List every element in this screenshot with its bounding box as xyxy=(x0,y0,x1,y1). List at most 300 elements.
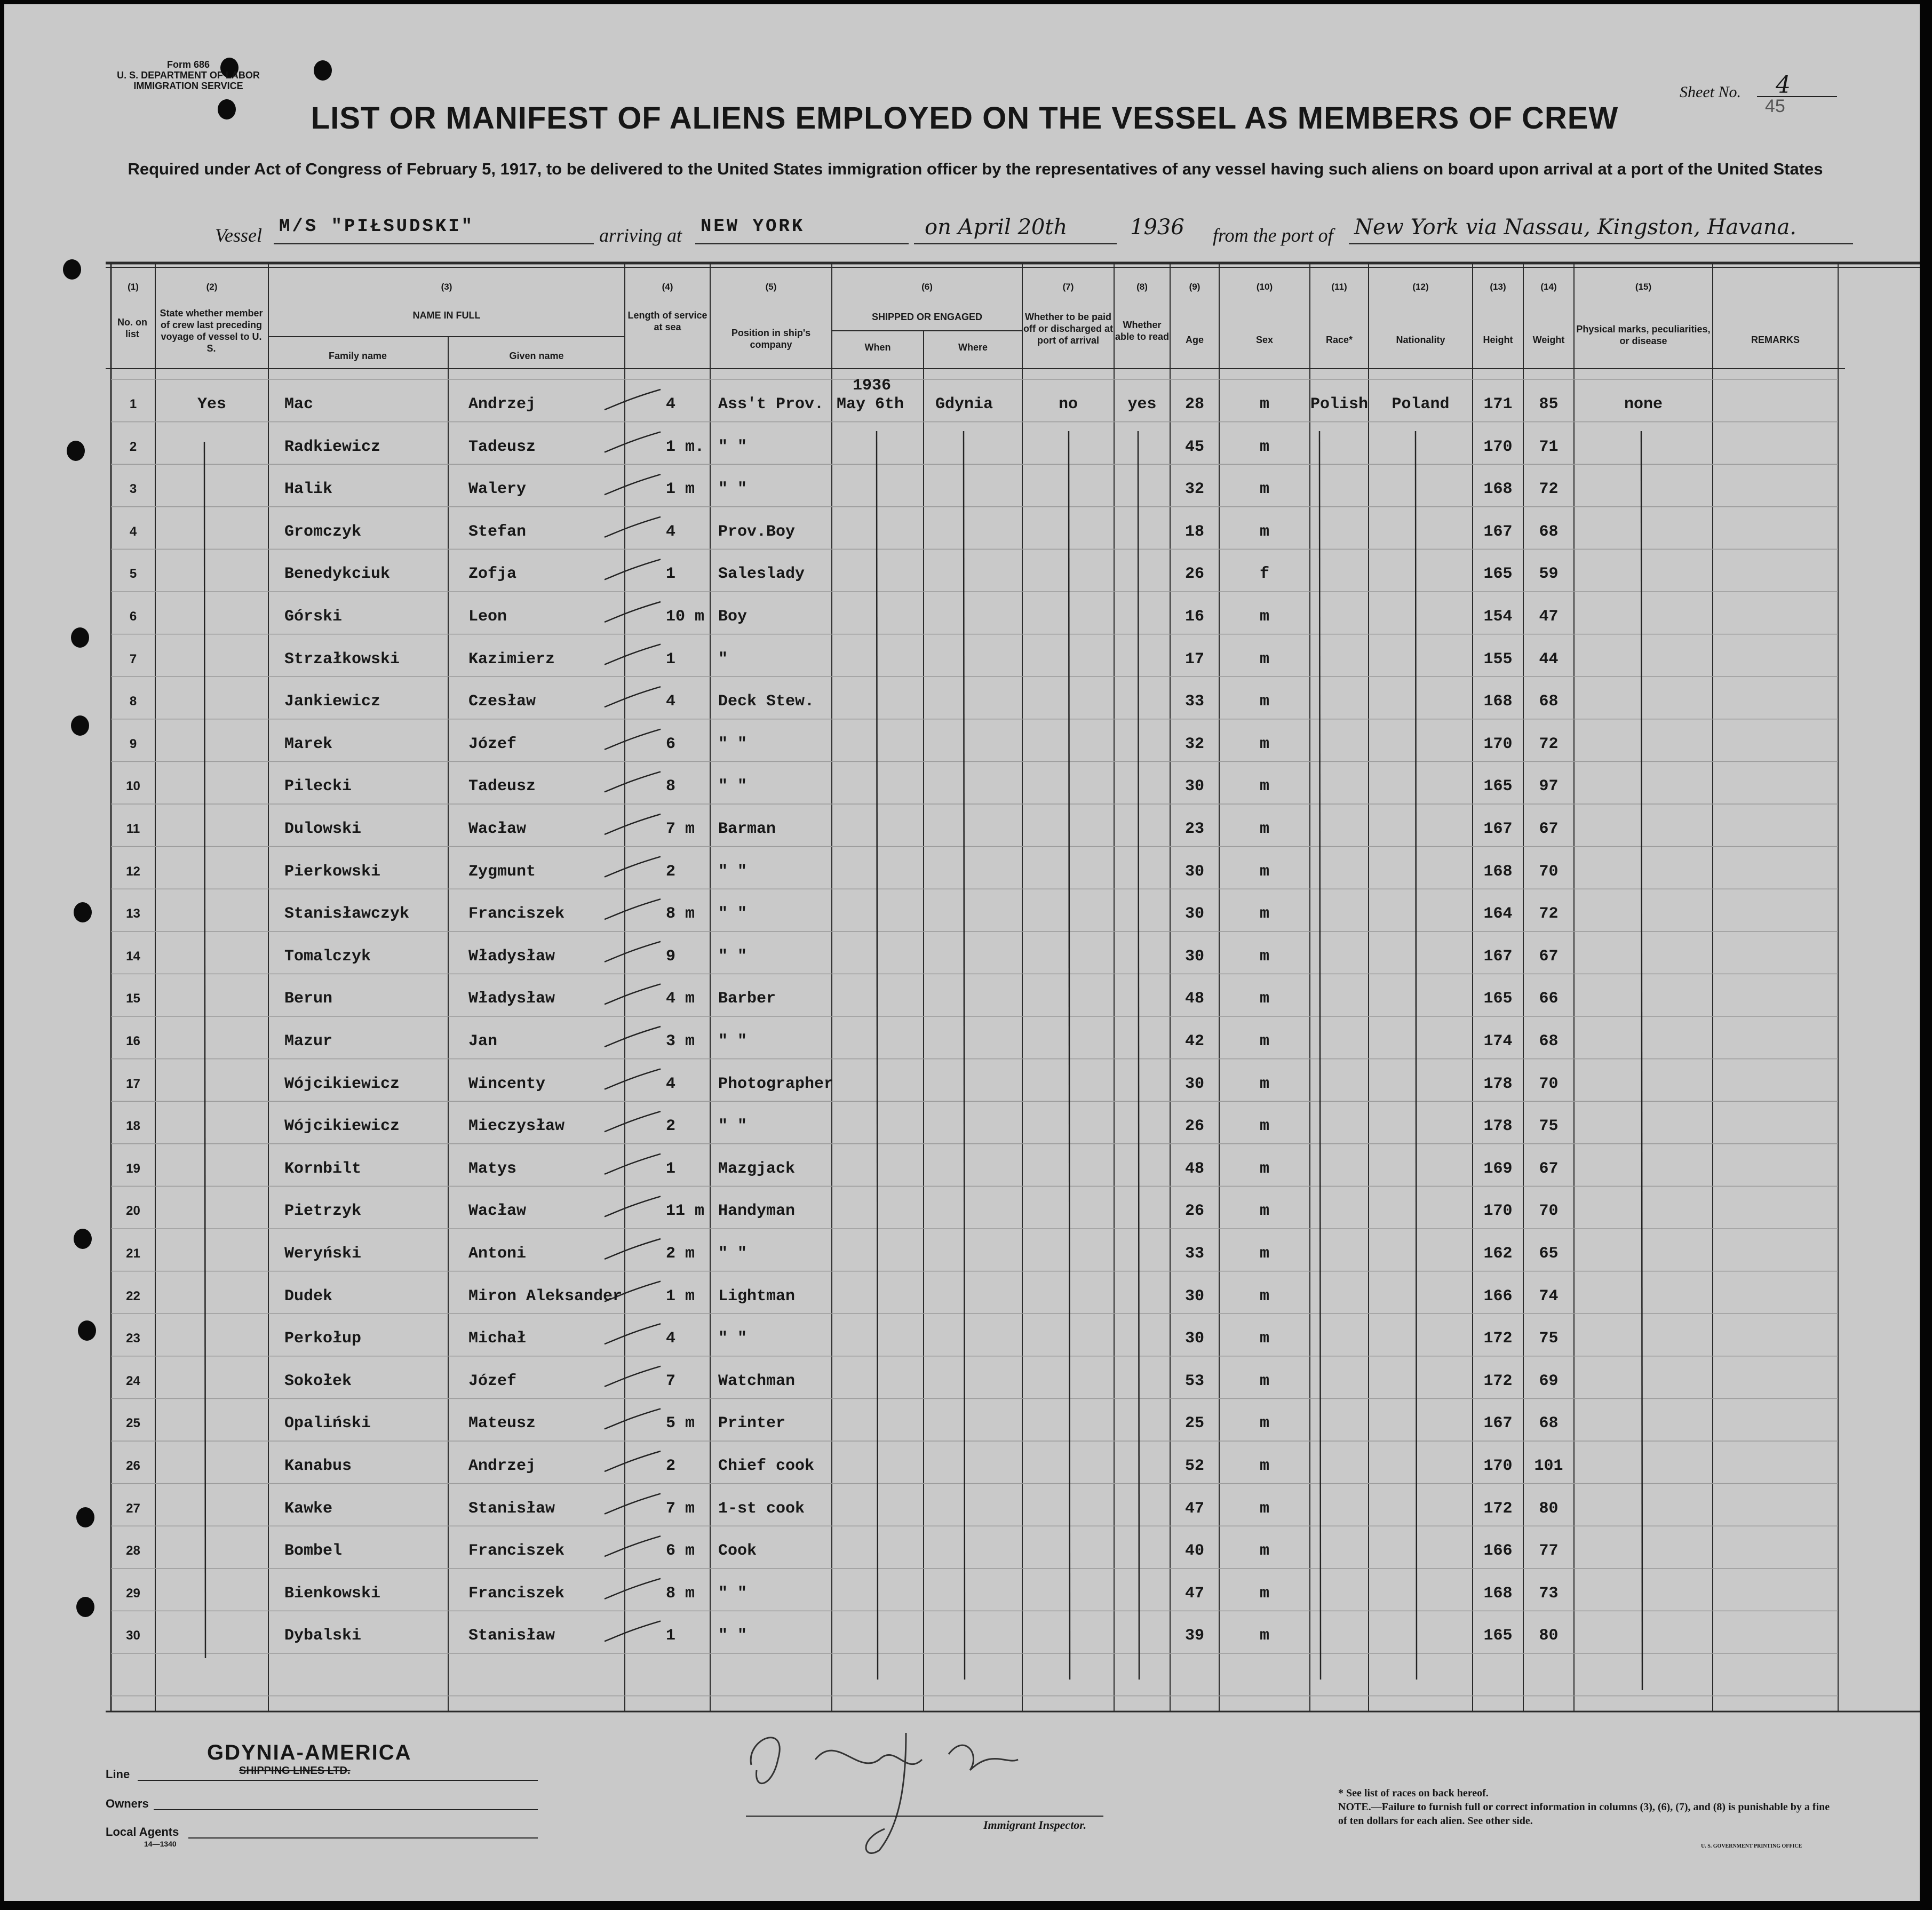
column-number: (11) xyxy=(1331,282,1347,292)
cell-age: 18 xyxy=(1184,522,1204,541)
cell-family: Wójcikiewicz xyxy=(284,1117,400,1136)
cell-given: Andrzej xyxy=(468,1457,536,1475)
check-mark xyxy=(605,942,661,962)
arrival-year: 1936 xyxy=(1130,215,1184,240)
cell-family: Berun xyxy=(284,990,333,1008)
cell-given: Franciszek xyxy=(468,1542,565,1561)
cell-no: 27 xyxy=(126,1501,140,1516)
cell-no: 10 xyxy=(126,779,140,794)
cell-sex: m xyxy=(1259,1117,1269,1136)
header-name-in-full: NAME IN FULL xyxy=(412,310,481,321)
cell-age: 30 xyxy=(1184,905,1204,924)
cell-family: Perkołup xyxy=(284,1330,362,1348)
column-number: (14) xyxy=(1540,282,1557,292)
cell-sex: m xyxy=(1259,1627,1269,1645)
cell-age: 23 xyxy=(1184,820,1204,838)
check-mark xyxy=(605,771,661,792)
cell-no: 2 xyxy=(129,439,137,454)
cell-no: 11 xyxy=(126,822,140,836)
column-number: (6) xyxy=(921,282,933,292)
cell-position: " " xyxy=(718,1117,748,1136)
cell-family: Pierkowski xyxy=(284,862,381,881)
cell-sex: m xyxy=(1259,1032,1269,1050)
cell-family: Dulowski xyxy=(284,820,362,838)
cell-height: 165 xyxy=(1483,565,1513,584)
agents-underline xyxy=(188,1837,538,1839)
penalty-note: NOTE.—Failure to furnish full or correct information in columns (3), (6), (7), and (8) is punishable by a fine of ten dollars for each alien. See other side. xyxy=(1338,1801,1830,1827)
cell-sex: m xyxy=(1259,862,1269,881)
cell-position: " " xyxy=(718,947,748,966)
cell-age: 17 xyxy=(1184,650,1204,668)
cell-weight: 68 xyxy=(1539,1414,1559,1433)
check-mark xyxy=(605,1366,661,1387)
cell-age: 30 xyxy=(1184,777,1204,796)
cell-position: " " xyxy=(718,1330,748,1348)
cell-length: 3 m xyxy=(666,1032,695,1050)
column-number: (12) xyxy=(1412,282,1429,292)
cell-given: Kazimierz xyxy=(468,650,555,668)
cell-position: Chief cook xyxy=(718,1457,815,1475)
cell-weight: 66 xyxy=(1539,990,1559,1008)
cell-given: Andrzej xyxy=(468,395,536,413)
race-note: * See list of races on back hereof. xyxy=(1338,1787,1489,1799)
cell-family: Opaliński xyxy=(284,1414,371,1433)
cell-weight: 101 xyxy=(1534,1457,1563,1475)
cell-family: Jankiewicz xyxy=(284,693,381,711)
check-mark xyxy=(605,1239,661,1259)
cell-age: 32 xyxy=(1184,480,1204,499)
cell-given: Miron Aleksander xyxy=(468,1287,623,1306)
cell-no: 23 xyxy=(126,1331,140,1346)
cell-sex: m xyxy=(1259,735,1269,753)
cell-given: Władysław xyxy=(468,990,555,1008)
cell-given: Tadeusz xyxy=(468,437,536,456)
cell-weight: 70 xyxy=(1539,1075,1559,1093)
cell-given: Matys xyxy=(468,1159,517,1178)
cell-height: 168 xyxy=(1483,693,1513,711)
cell-no: 7 xyxy=(129,651,137,666)
ditto-line xyxy=(964,431,965,1680)
cell-height: 168 xyxy=(1483,1584,1513,1603)
cell-length: 2 m xyxy=(666,1245,695,1263)
check-mark xyxy=(605,474,661,495)
cell-weight: 72 xyxy=(1539,480,1559,499)
cell-age: 53 xyxy=(1184,1372,1204,1390)
cell-family: Kornbilt xyxy=(284,1159,362,1178)
cell-given: Walery xyxy=(468,480,527,499)
check-mark xyxy=(605,1324,661,1344)
cell-length: 2 xyxy=(666,1457,676,1475)
cell-age: 30 xyxy=(1184,1287,1204,1306)
cell-position: Watchman xyxy=(718,1372,796,1390)
cell-no: 26 xyxy=(126,1459,140,1473)
page-title: LIST OR MANIFEST OF ALIENS EMPLOYED ON THE VESSEL AS MEMBERS OF CREW xyxy=(311,101,1619,136)
cell-sex: m xyxy=(1259,947,1269,966)
header-height: Height xyxy=(1483,335,1513,345)
cell-height: 171 xyxy=(1483,395,1513,413)
header-family-name: Family name xyxy=(328,351,387,361)
cell-weight: 47 xyxy=(1539,608,1559,626)
cell-no: 4 xyxy=(129,524,137,539)
cell-sex: m xyxy=(1259,1202,1269,1221)
check-mark xyxy=(605,602,661,622)
cell-age: 26 xyxy=(1184,1202,1204,1221)
cell-position: Cook xyxy=(718,1542,757,1561)
cell-height: 165 xyxy=(1483,777,1513,796)
department: U. S. DEPARTMENT OF LABOR xyxy=(117,70,260,81)
check-mark xyxy=(605,517,661,537)
check-mark xyxy=(605,1579,661,1599)
cell-weight: 75 xyxy=(1539,1117,1559,1136)
cell-family: Sokołek xyxy=(284,1372,352,1390)
cell-sex: m xyxy=(1259,650,1269,668)
column-number: (15) xyxy=(1635,282,1652,292)
cell-sex: m xyxy=(1259,1330,1269,1348)
cell-length: 1 m. xyxy=(666,437,705,456)
printer-mark: U. S. GOVERNMENT PRINTING OFFICE xyxy=(1701,1843,1802,1849)
check-mark xyxy=(605,1069,661,1089)
check-mark xyxy=(605,729,661,750)
cell-age: 25 xyxy=(1184,1414,1204,1433)
cell-weight: 75 xyxy=(1539,1330,1559,1348)
cell-no: 13 xyxy=(126,906,140,921)
cell-family: Dudek xyxy=(284,1287,333,1306)
vessel-name: M/S "PIŁSUDSKI" xyxy=(279,217,475,237)
cell-height: 154 xyxy=(1483,608,1513,626)
cell-given: Wacław xyxy=(468,820,527,838)
cell-family: Wójcikiewicz xyxy=(284,1075,400,1093)
cell-weight: 68 xyxy=(1539,1032,1559,1050)
cell-prev: Yes xyxy=(197,395,226,413)
cell-weight: 73 xyxy=(1539,1584,1559,1603)
cell-position: " " xyxy=(718,735,748,753)
cell-height: 167 xyxy=(1483,1414,1513,1433)
header-no: No. on list xyxy=(117,317,147,339)
cell-length: 4 m xyxy=(666,990,695,1008)
check-mark xyxy=(605,1026,661,1047)
column-number: (7) xyxy=(1062,282,1074,292)
cell-sex: m xyxy=(1259,1245,1269,1263)
cell-height: 178 xyxy=(1483,1117,1513,1136)
cell-weight: 80 xyxy=(1539,1627,1559,1645)
cell-height: 165 xyxy=(1483,990,1513,1008)
header-when: When xyxy=(864,342,891,353)
check-mark xyxy=(605,857,661,877)
cell-height: 162 xyxy=(1483,1245,1513,1263)
header-length-service: Length of service at sea xyxy=(627,310,707,332)
cell-age: 39 xyxy=(1184,1627,1204,1645)
cell-sex: m xyxy=(1259,608,1269,626)
header-sex: Sex xyxy=(1255,335,1274,345)
cell-position: " " xyxy=(718,905,748,924)
cell-weight: 74 xyxy=(1539,1287,1559,1306)
cell-given: Franciszek xyxy=(468,1584,565,1603)
cell-length: 1 xyxy=(666,1159,676,1178)
cell-position: Saleslady xyxy=(718,565,805,584)
sheet-stamp: 45 xyxy=(1765,96,1785,116)
cell-given: Wacław xyxy=(468,1202,527,1221)
check-mark xyxy=(605,1451,661,1471)
cell-height: 170 xyxy=(1483,437,1513,456)
column-number: (13) xyxy=(1490,282,1506,292)
cell-weight: 67 xyxy=(1539,947,1559,966)
cell-age: 33 xyxy=(1184,1245,1204,1263)
cell-weight: 59 xyxy=(1539,565,1559,584)
cell-age: 40 xyxy=(1184,1542,1204,1561)
check-mark xyxy=(605,1494,661,1514)
cell-no: 12 xyxy=(126,864,140,879)
cell-no: 30 xyxy=(126,1628,140,1643)
cell-position: Photographer xyxy=(718,1075,834,1093)
cell-sex: m xyxy=(1259,777,1269,796)
cell-given: Mateusz xyxy=(468,1414,536,1433)
cell-length: 4 xyxy=(666,522,676,541)
cell-weight: 65 xyxy=(1539,1245,1559,1263)
sheet-number: 4 xyxy=(1776,71,1791,99)
cell-height: 165 xyxy=(1483,1627,1513,1645)
cell-length: 5 m xyxy=(666,1414,695,1433)
header-paid-off: Whether to be paid off or discharged at port of arrival xyxy=(1023,312,1114,346)
cell-no: 5 xyxy=(129,567,137,582)
cell-position: " " xyxy=(718,437,748,456)
agents-label: Local Agents xyxy=(106,1825,179,1839)
cell-age: 45 xyxy=(1184,437,1204,456)
cell-length: 6 m xyxy=(666,1542,695,1561)
cell-family: Dybalski xyxy=(284,1627,362,1645)
cell-length: 8 m xyxy=(666,1584,695,1603)
cell-sex: m xyxy=(1259,905,1269,924)
cell-sex: m xyxy=(1259,1542,1269,1561)
owners-label: Owners xyxy=(106,1797,149,1810)
ditto-line xyxy=(877,431,878,1680)
cell-given: Franciszek xyxy=(468,905,565,924)
cell-length: 4 xyxy=(666,395,676,413)
cell-weight: 67 xyxy=(1539,820,1559,838)
column-number: (2) xyxy=(206,282,218,292)
cell-family: Benedykciuk xyxy=(284,565,391,584)
cell-sex: m xyxy=(1259,1584,1269,1603)
cell-given: Michał xyxy=(468,1330,527,1348)
check-mark xyxy=(605,814,661,834)
cell-given: Stanisław xyxy=(468,1499,555,1518)
cell-age: 42 xyxy=(1184,1032,1204,1050)
header-able-read: Whether able to read xyxy=(1115,320,1170,342)
column-number: (3) xyxy=(441,282,452,292)
cell-height: 166 xyxy=(1483,1287,1513,1306)
column-number: (1) xyxy=(128,282,139,292)
cell-given: Zygmunt xyxy=(468,862,536,881)
check-mark xyxy=(605,1111,661,1132)
cell-no: 8 xyxy=(129,694,137,709)
cell-given: Stanisław xyxy=(468,1627,555,1645)
cell-given: Władysław xyxy=(468,947,555,966)
line-label: Line xyxy=(106,1768,130,1781)
cell-family: Marek xyxy=(284,735,333,753)
cell-given: Mieczysław xyxy=(468,1117,565,1136)
cell-nationality: Poland xyxy=(1392,395,1450,413)
cell-sex: m xyxy=(1259,693,1269,711)
cell-length: 1 xyxy=(666,1627,676,1645)
cell-sex: m xyxy=(1259,1159,1269,1178)
cell-family: Górski xyxy=(284,608,343,626)
ditto-line xyxy=(1319,431,1321,1680)
cell-height: 164 xyxy=(1483,905,1513,924)
cell-length: 7 m xyxy=(666,820,695,838)
column-number: (5) xyxy=(765,282,777,292)
cell-sex: m xyxy=(1259,395,1269,413)
cell-given: Tadeusz xyxy=(468,777,536,796)
cell-length: 1 m xyxy=(666,480,695,499)
cell-age: 47 xyxy=(1184,1584,1204,1603)
sheet-label: Sheet No. xyxy=(1680,83,1741,101)
cell-given: Czesław xyxy=(468,693,536,711)
header-where: Where xyxy=(958,342,988,353)
cell-position: " " xyxy=(718,777,748,796)
cell-length: 7 xyxy=(666,1372,676,1390)
cell-family: Halik xyxy=(284,480,333,499)
cell-position: " " xyxy=(718,862,748,881)
cell-no: 21 xyxy=(126,1246,140,1261)
check-mark xyxy=(605,389,661,410)
cell-height: 174 xyxy=(1483,1032,1513,1050)
cell-age: 33 xyxy=(1184,693,1204,711)
cell-weight: 70 xyxy=(1539,1202,1559,1221)
cell-position: Deck Stew. xyxy=(718,693,815,711)
cell-family: Bienkowski xyxy=(284,1584,381,1603)
cell-position: Handyman xyxy=(718,1202,796,1221)
check-mark xyxy=(605,644,661,665)
cell-sex: m xyxy=(1259,522,1269,541)
cell-no: 1 xyxy=(129,397,137,411)
cell-no: 28 xyxy=(126,1543,140,1558)
cell-length: 4 xyxy=(666,1075,676,1093)
check-mark xyxy=(605,1621,661,1641)
cell-position: Mazgjack xyxy=(718,1159,796,1178)
cell-paid: no xyxy=(1058,395,1078,413)
check-mark xyxy=(605,1154,661,1174)
ditto-line xyxy=(1641,431,1642,1690)
header-shipped-engaged: SHIPPED OR ENGAGED xyxy=(871,312,983,322)
header-physical: Physical marks, peculiarities, or disease xyxy=(1576,324,1711,346)
cell-weight: 71 xyxy=(1539,437,1559,456)
cell-weight: 69 xyxy=(1539,1372,1559,1390)
vessel-label: Vessel xyxy=(215,225,262,246)
ditto-line xyxy=(1416,431,1417,1680)
cell-family: Stanisławczyk xyxy=(284,905,410,924)
ditto-line xyxy=(1069,431,1070,1680)
cell-no: 14 xyxy=(126,949,140,964)
cell-given: Zofja xyxy=(468,565,517,584)
cell-where: Gdynia xyxy=(935,395,993,413)
cell-position: " " xyxy=(718,1584,748,1603)
cell-weight: 85 xyxy=(1539,395,1559,413)
cell-weight: 97 xyxy=(1539,777,1559,796)
cell-read: yes xyxy=(1127,395,1157,413)
header-weight: Weight xyxy=(1532,335,1565,345)
header-nationality: Nationality xyxy=(1396,335,1445,345)
cell-position: " xyxy=(718,650,728,668)
cell-height: 170 xyxy=(1483,735,1513,753)
cell-no: 22 xyxy=(126,1288,140,1303)
column-number: (8) xyxy=(1136,282,1148,292)
cell-no: 17 xyxy=(126,1076,140,1091)
arrival-date: on April 20th xyxy=(925,215,1068,240)
cell-no: 20 xyxy=(126,1204,140,1219)
service: IMMIGRATION SERVICE xyxy=(133,81,243,91)
cell-age: 32 xyxy=(1184,735,1204,753)
cell-position: " " xyxy=(718,1245,748,1263)
cell-height: 172 xyxy=(1483,1330,1513,1348)
cell-position: Lightman xyxy=(718,1287,796,1306)
cell-no: 3 xyxy=(129,482,137,497)
header-given-name: Given name xyxy=(509,351,564,361)
column-number: (4) xyxy=(662,282,673,292)
cell-sex: m xyxy=(1259,1372,1269,1390)
cell-weight: 77 xyxy=(1539,1542,1559,1561)
cell-length: 1 xyxy=(666,650,676,668)
cell-length: 9 xyxy=(666,947,676,966)
cell-height: 167 xyxy=(1483,820,1513,838)
cell-height: 168 xyxy=(1483,862,1513,881)
cell-height: 167 xyxy=(1483,947,1513,966)
cell-length: 6 xyxy=(666,735,676,753)
column-number: (10) xyxy=(1256,282,1273,292)
company-name: GDYNIA-AMERICA xyxy=(207,1741,412,1764)
cell-position: Barman xyxy=(718,820,776,838)
cell-no: 16 xyxy=(126,1034,140,1048)
cell-position: " " xyxy=(718,1627,748,1645)
cell-age: 30 xyxy=(1184,862,1204,881)
from-port-label: from the port of xyxy=(1213,225,1333,246)
cell-length: 1 m xyxy=(666,1287,695,1306)
from-port: New York via Nassau, Kingston, Havana. xyxy=(1354,215,1797,240)
cell-height: 168 xyxy=(1483,480,1513,499)
cell-height: 155 xyxy=(1483,650,1513,668)
check-mark xyxy=(605,899,661,919)
cell-height: 169 xyxy=(1483,1159,1513,1178)
cell-race: Polish xyxy=(1310,395,1369,413)
cell-no: 29 xyxy=(126,1586,140,1601)
header-position: Position in ship's company xyxy=(731,328,811,350)
cell-no: 25 xyxy=(126,1416,140,1431)
cell-when-year: 1936 xyxy=(853,377,892,395)
cell-position: " " xyxy=(718,480,748,499)
cell-when: May 6th xyxy=(837,395,904,413)
owners-underline xyxy=(154,1809,538,1810)
cell-given: Jan xyxy=(468,1032,498,1050)
cell-age: 30 xyxy=(1184,1330,1204,1348)
cell-position: Barber xyxy=(718,990,776,1008)
cell-weight: 68 xyxy=(1539,693,1559,711)
cell-age: 30 xyxy=(1184,947,1204,966)
cell-given: Józef xyxy=(468,1372,517,1390)
check-mark xyxy=(605,559,661,579)
cell-length: 11 m xyxy=(666,1202,705,1221)
cell-family: Mac xyxy=(284,395,314,413)
cell-weight: 72 xyxy=(1539,735,1559,753)
cell-sex: m xyxy=(1259,1075,1269,1093)
cell-age: 48 xyxy=(1184,990,1204,1008)
header-race: Race* xyxy=(1325,335,1353,345)
cell-age: 26 xyxy=(1184,565,1204,584)
cell-position: Ass't Prov. xyxy=(718,395,824,413)
cell-no: 15 xyxy=(126,991,140,1006)
cell-height: 170 xyxy=(1483,1457,1513,1475)
cell-physical: none xyxy=(1624,395,1663,413)
cell-sex: m xyxy=(1259,990,1269,1008)
ditto-line xyxy=(204,442,205,1658)
company-sub: SHIPPING LINES LTD. xyxy=(239,1765,351,1777)
